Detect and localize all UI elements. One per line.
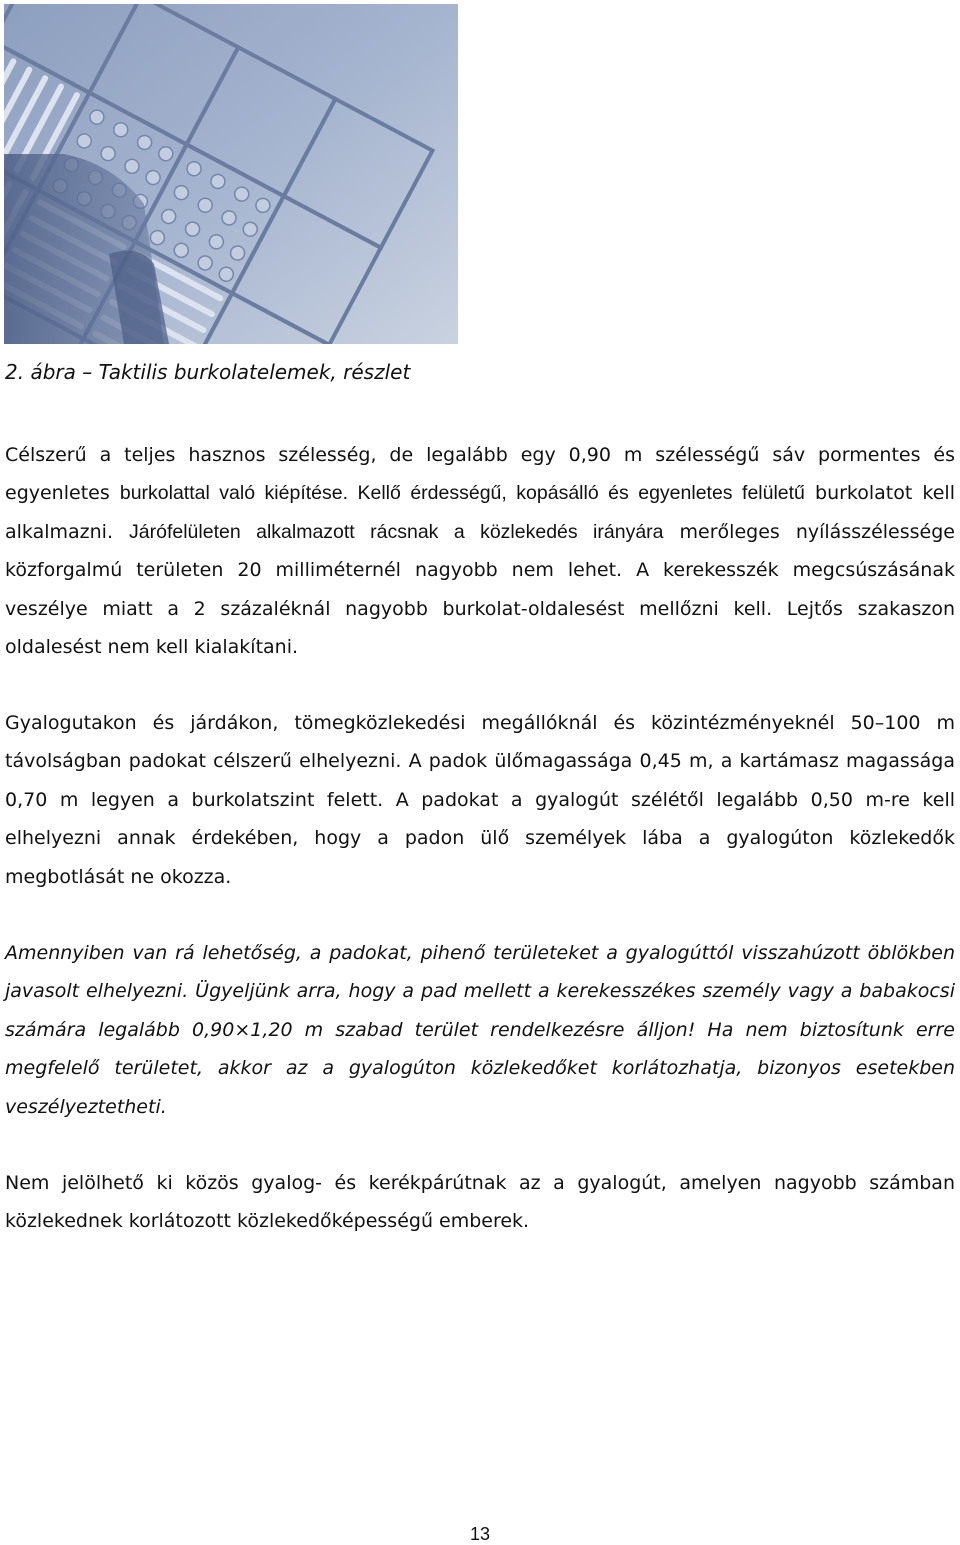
paragraph-segment: merőleges nyílásszélessége közforgalmú területen 20 milliméternél nagyobb nem lehet. A kerekesszék megcsúszásának veszélye miatt a 2 százaléknál nagyobb burkolat-oldalesést mellőzni kell. Lejtős szakaszon oldalesést nem kell kialakítani.: [5, 520, 955, 659]
paragraph-segment: Gyalogutakon és járdákon, tömegközlekedési megállóknál és közintézményeknél 50–100 m távolságban padokat célszerű elhelyezni. A padok ülőmagassága 0,45 m, a kartámasz magassága 0,70 m legyen a burkolatszint felett. A padokat a gyalogút szélétől legalább 0,50 m-re kell elhelyezni annak érdekében, hogy a padon ülő személyek lába a gyalogúton közlekedők megbotlását ne okozza.: [5, 712, 955, 888]
paragraph-shared-path: [5, 1164, 955, 1241]
paragraph-segment: Célszerű a teljes hasznos szélesség, de legalább egy 0,90 m szélességű sáv pormentes és egyenletes: [5, 444, 955, 505]
paragraph-bench-bays: [5, 934, 955, 1126]
paragraph-segment: Amennyiben van rá lehetőség, a padokat, pihenő területeket a gyalogúttól visszahúzott öblökben javasolt elhelyezni. Ügyeljünk arra, hogy a pad mellett a kerekesszékes személy vagy a babakocsi számára legalább 0,90×1,20 m szabad terület rendelkezésre álljon! Ha nem biztosítunk erre megfelelő területet, akkor az a gyalogúton közlekedőket korlátozhatja, bizonyos esetekben veszélyeztetheti.: [5, 942, 955, 1118]
paragraph-segment: Járófelületen alkalmazott rácsnak a közlekedés irányára: [129, 520, 664, 543]
paragraph-benches: [5, 704, 955, 896]
paragraph-segment: burkolattal való kiépítése. Kellő érdességű, kopásálló és egyenletes felületű: [119, 482, 805, 505]
paragraph-surface: [5, 436, 955, 666]
tactile-paving-photo: [4, 4, 458, 344]
tactile-paving-illustration: [4, 4, 458, 344]
paragraph-segment: burkolatot kell alkalmazni.: [5, 482, 955, 543]
paragraph-segment: Nem jelölhető ki közös gyalog- és kerékpárútnak az a gyalogút, amelyen nagyobb számban közlekednek korlátozott közlekedőképességű emberek.: [5, 1172, 955, 1233]
page-number: 13: [469, 1524, 491, 1544]
figure-caption: 2. ábra – Taktilis burkolatelemek, részlet: [5, 360, 411, 384]
